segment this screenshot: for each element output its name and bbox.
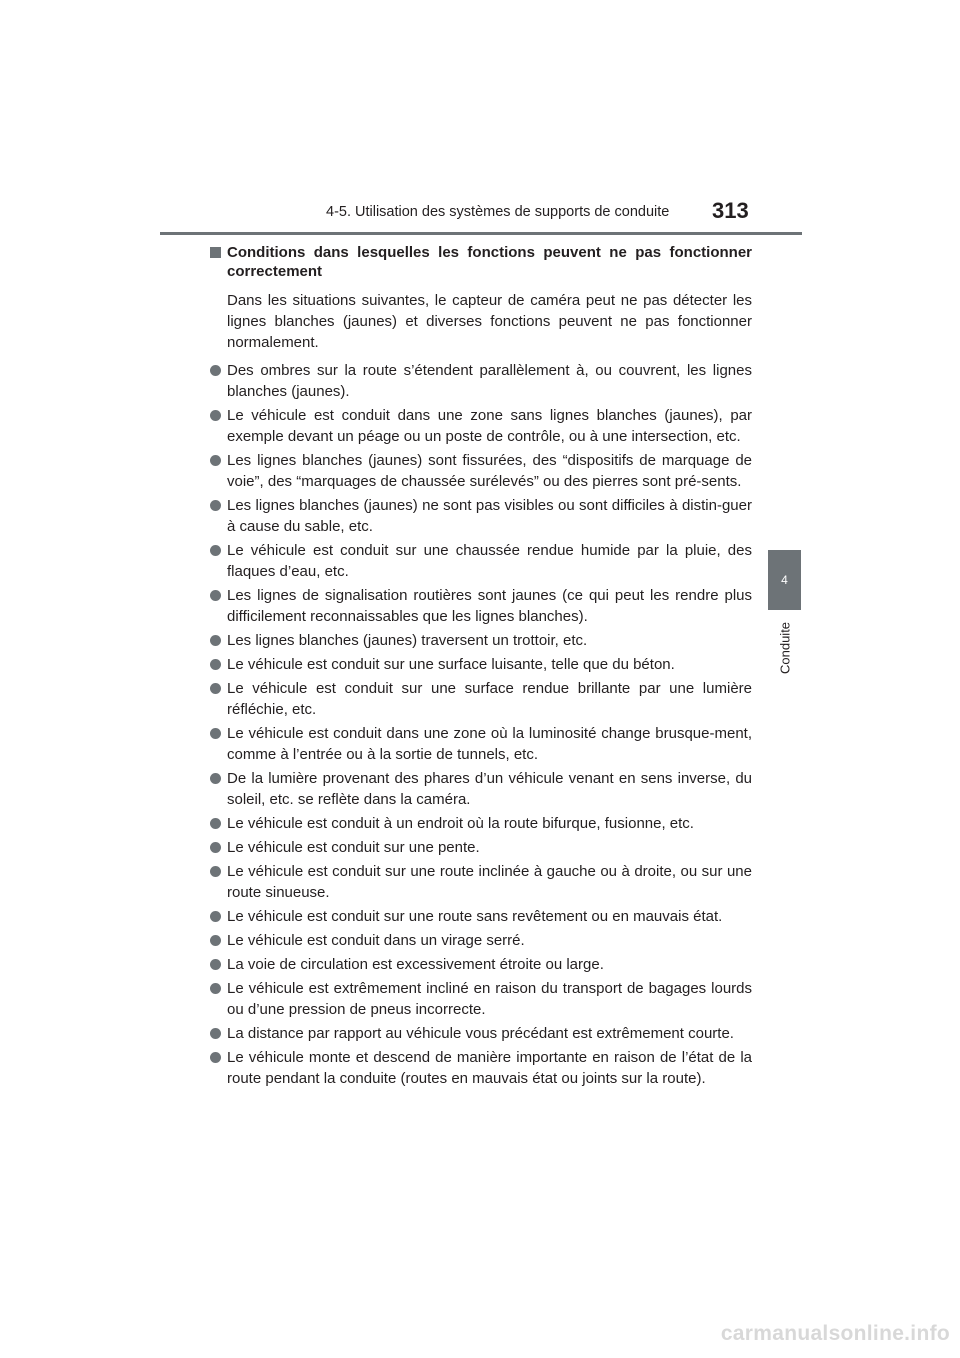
- chapter-label: Conduite: [777, 621, 793, 675]
- circle-bullet-icon: [210, 500, 221, 511]
- section: [210, 243, 752, 1092]
- list-item: [210, 861, 752, 903]
- list-item-text: La distance par rapport au véhicule vous précédant est extrêmement courte.: [227, 1025, 734, 1042]
- list-item: [210, 450, 752, 492]
- circle-bullet-icon: [210, 683, 221, 694]
- header-divider: [160, 232, 802, 235]
- list-item: [210, 768, 752, 810]
- list-item-text: Le véhicule est conduit dans un virage serré.: [227, 932, 525, 949]
- circle-bullet-icon: [210, 959, 221, 970]
- page-number: 313: [712, 198, 749, 223]
- list-item: [210, 837, 752, 858]
- list-item: [210, 360, 752, 402]
- watermark: carmanualsonline.info: [720, 1322, 950, 1345]
- circle-bullet-icon: [210, 866, 221, 877]
- list-item: [210, 930, 752, 951]
- circle-bullet-icon: [210, 983, 221, 994]
- list-item-text: La voie de circulation est excessivement étroite ou large.: [227, 956, 604, 973]
- circle-bullet-icon: [210, 911, 221, 922]
- list-item: [210, 723, 752, 765]
- circle-bullet-icon: [210, 818, 221, 829]
- list-item: [210, 630, 752, 651]
- circle-bullet-icon: [210, 659, 221, 670]
- list-item: [210, 495, 752, 537]
- list-item: [210, 813, 752, 834]
- section-intro: Dans les situations suivantes, le capteur de caméra peut ne pas détecter les lignes blanches (jaunes) et diverses fonctions peuvent ne pas fonctionner normalement.: [227, 292, 752, 351]
- circle-bullet-icon: [210, 773, 221, 784]
- section-heading-text: Conditions dans lesquelles les fonctions peuvent ne pas fonctionner correctement: [227, 244, 752, 280]
- circle-bullet-icon: [210, 410, 221, 421]
- list-item: [210, 678, 752, 720]
- list-item-text: Le véhicule est conduit dans une zone où la luminosité change brusque-ment, comme à l’entrée ou à la sortie de tunnels, etc.: [227, 725, 752, 763]
- circle-bullet-icon: [210, 635, 221, 646]
- list-item-text: Le véhicule est conduit sur une route sans revêtement ou en mauvais état.: [227, 908, 723, 925]
- square-bullet-icon: [210, 247, 221, 258]
- list-item-text: Les lignes blanches (jaunes) traversent un trottoir, etc.: [227, 632, 588, 649]
- list-item: [210, 1023, 752, 1044]
- list-item-text: Les lignes blanches (jaunes) ne sont pas visibles ou sont difficiles à distin-guer à cause du sable, etc.: [227, 497, 752, 535]
- list-item-text: Le véhicule est conduit dans une zone sans lignes blanches (jaunes), par exemple devant un péage ou un poste de contrôle, ou à une intersection, etc.: [227, 407, 752, 445]
- circle-bullet-icon: [210, 590, 221, 601]
- circle-bullet-icon: [210, 455, 221, 466]
- circle-bullet-icon: [210, 365, 221, 376]
- list-item-text: Le véhicule est conduit sur une surface rendue brillante par une lumière réfléchie, etc.: [227, 680, 752, 718]
- list-item-text: Le véhicule est conduit sur une route inclinée à gauche ou à droite, ou sur une route sinueuse.: [227, 863, 752, 901]
- circle-bullet-icon: [210, 545, 221, 556]
- list-item: [210, 954, 752, 975]
- list-item-text: Le véhicule est conduit sur une pente.: [227, 839, 480, 856]
- list-item: [210, 1047, 752, 1089]
- circle-bullet-icon: [210, 1028, 221, 1039]
- list-item-text: Les lignes blanches (jaunes) sont fissurées, des “dispositifs de marquage de voie”, des “marquages de chaussée surélevés” ou des pierres sont pré-sents.: [227, 452, 752, 490]
- list-item: [210, 540, 752, 582]
- list-item-text: Le véhicule est conduit sur une surface luisante, telle que du béton.: [227, 656, 675, 673]
- condition-list: [210, 360, 752, 1089]
- list-item: [210, 405, 752, 447]
- list-item: [210, 585, 752, 627]
- header-title: 4-5. Utilisation des systèmes de supports de conduite: [326, 204, 670, 220]
- list-item-text: Le véhicule monte et descend de manière importante en raison de l’état de la route pendant la conduite (routes en mauvais état ou joints sur la route).: [227, 1049, 752, 1087]
- list-item-text: Des ombres sur la route s’étendent parallèlement à, ou couvrent, les lignes blanches (jaunes).: [227, 362, 752, 400]
- circle-bullet-icon: [210, 728, 221, 739]
- list-item: [210, 654, 752, 675]
- list-item-text: Les lignes de signalisation routières sont jaunes (ce qui peut les rendre plus difficilement reconnaissables que les lignes blanches).: [227, 587, 752, 625]
- circle-bullet-icon: [210, 842, 221, 853]
- chapter-number: 4: [781, 573, 788, 587]
- list-item: [210, 906, 752, 927]
- list-item: [210, 978, 752, 1020]
- section-heading: [210, 243, 752, 281]
- list-item-text: Le véhicule est conduit à un endroit où la route bifurque, fusionne, etc.: [227, 815, 694, 832]
- list-item-text: Le véhicule est extrêmement incliné en raison du transport de bagages lourds ou d’une pression de pneus incorrecte.: [227, 980, 752, 1018]
- circle-bullet-icon: [210, 1052, 221, 1063]
- chapter-tab: [768, 550, 801, 610]
- circle-bullet-icon: [210, 935, 221, 946]
- list-item-text: De la lumière provenant des phares d’un véhicule venant en sens inverse, du soleil, etc. se reflète dans la caméra.: [227, 770, 752, 808]
- list-item-text: Le véhicule est conduit sur une chaussée rendue humide par la pluie, des flaques d’eau, etc.: [227, 542, 752, 580]
